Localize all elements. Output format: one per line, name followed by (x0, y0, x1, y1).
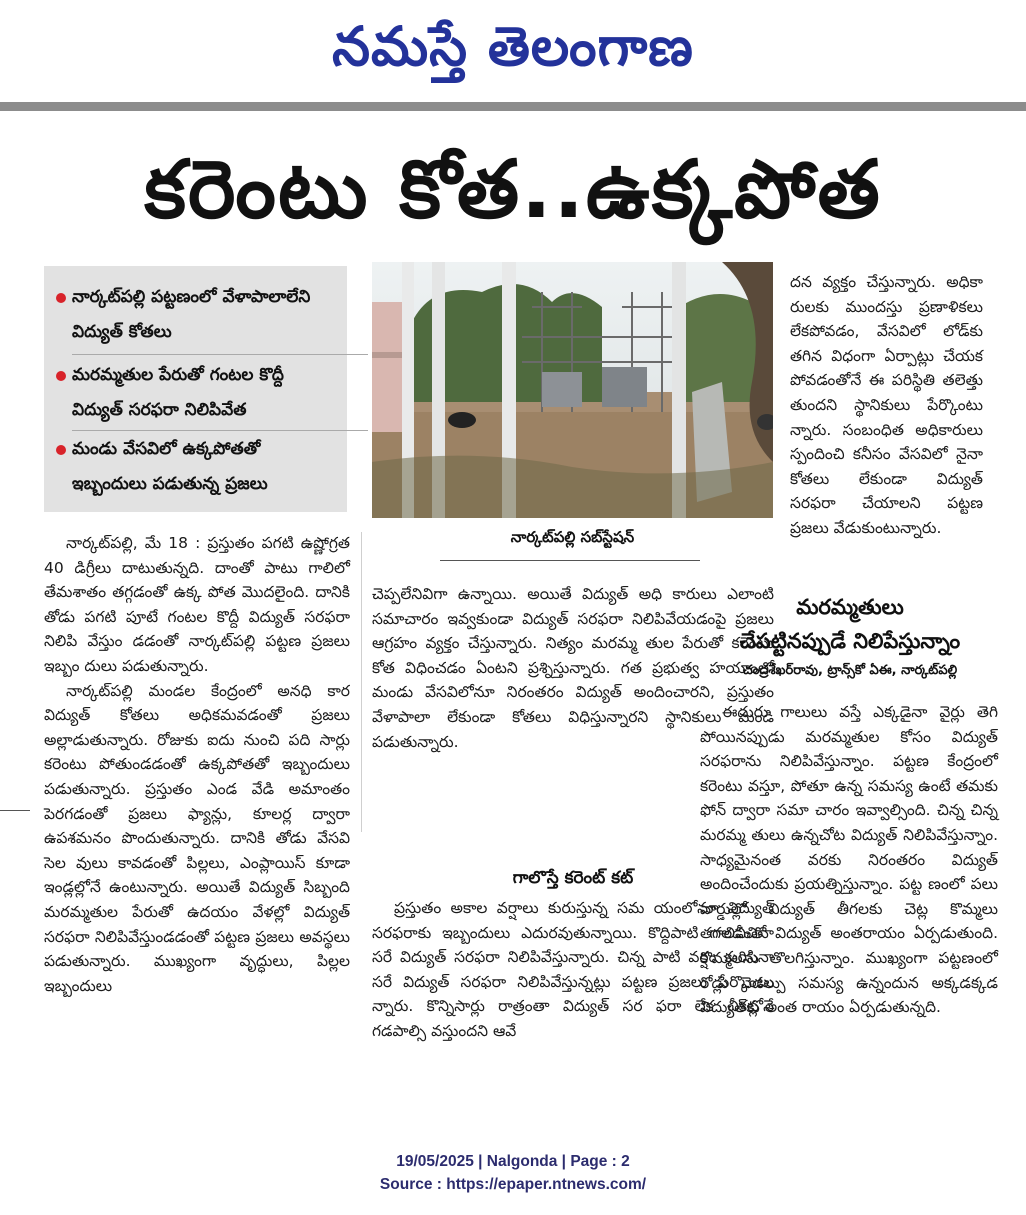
footer-date-line: 19/05/2025 | Nalgonda | Page : 2 (396, 1153, 630, 1170)
margin-mark (0, 810, 30, 811)
highlight-item (56, 280, 338, 350)
photo-caption: నార్కట్‌పల్లి సబ్‌స్టేషన్ (510, 528, 635, 546)
paragraph: ప్రస్తుతం అకాల వర్షాలు కురుస్తున్న సమ యంలోనూ విద్యుత్ సరఫరాకు ఇబ్బందులు ఎదురవుతున్నాయి. కొద్దిపాటి గాలివీచినా సరే విద్యుత్ సరఫరా నిలిపివేస్తున్నారు. చిన్న పాటి వర్షం కురిసినా సరే విద్యుత్ సరఫరా నిలిపివేస్తున్నట్లు పట్టణ ప్రజలు పేర్కొంటు న్నారు. కొన్నిసార్లు రాత్రంతా విద్యుత్ సర ఫరా లేక చీకట్లోనే గడపాల్సి వస్తుందని ఆవే (372, 899, 774, 1040)
highlight-item (56, 432, 338, 502)
footer (0, 1150, 1026, 1196)
bullet-icon (56, 293, 66, 303)
masthead-title: నమస్తే తెలంగాణ (332, 14, 694, 78)
subheading-line: చేపట్టినప్పుడే నిలిపేస్తున్నాం (739, 629, 961, 653)
divider (72, 430, 368, 431)
article-column-3 (790, 270, 983, 541)
subheading: గాలొస్తే కరెంట్ కట్ (512, 868, 634, 888)
divider (72, 354, 368, 355)
paragraph: చెప్పలేనివిగా ఉన్నాయి. అయితే విద్యుత్ అధి కారులు ఎలాంటి సమాచారం ఇవ్వకుండా విద్యుత్ సరఫరా నిలిపివేయడంపై ప్రజలు ఆగ్రహం వ్యక్తం చేస్తున్నారు. నిత్యం మరమ్మ తుల పేరుతో కరెంటు కోత విధించడం ఏంటని ప్రశ్నిస్తున్నారు. గత ప్రభుత్వ హయాంలో మండు వేసవిలోనూ నిరంతరం విద్యుత్ అందించారని, ప్రస్తుతం వేళాపాలా లేకుండా కోతలు విధిస్తున్నారని స్థానికులు మండి పడుతున్నారు. (372, 585, 774, 751)
bullet-icon (56, 445, 66, 455)
highlight-text: నార్కట్‌పల్లి పట్టణంలో వేళాపాలాలేని విద్యుత్ కోతలు (72, 287, 311, 342)
bullet-icon (56, 371, 66, 381)
paragraph: ఈదురు గాలులు వస్తే ఎక్కడైనా వైర్లు తెగి పోయినప్పుడు మరమ్మతుల కోసం విద్యుత్ సరఫరాను నిలిపివేస్తున్నాం. పట్టణ కేంద్రంలో కరెంటు వస్తూ, పోతూ ఉన్న సమస్య ఉంటే తమకు ఫోన్ ద్వారా సమా చారం ఇవ్వాల్సింది. చిన్న చిన్న మరమ్మ తులు ఉన్నచోట విద్యుత్ నిలిపివేస్తున్నాం. సాధ్యమైనంత వరకు నిరంతరం విద్యుత్ అందించేందుకు ప్రయత్నిస్తున్నాం. పట్ట ణంలో పలు వార్డుల్లో విద్యుత్ తీగలకు చెట్ల కొమ్మలు తగలడంతో విద్యుత్ అంతరాయం ఏర్పడుతుంది. కొమ్మలను తొలగిస్తున్నాం. ముఖ్యంగా పట్టణంలో రోడ్లు వెడల్పు సమస్య ఉన్నందున అక్కడక్కడ విద్యుత్‌కు అంత రాయం ఏర్పడుతున్నది. (700, 703, 998, 1017)
column-divider (361, 532, 362, 832)
highlight-text: మరమ్మతుల పేరుతో గంటల కొద్దీ విద్యుత్ సరఫరా నిలిపివేత (72, 365, 284, 420)
headline: కరెంటు కోత..ఉక్కపోత (144, 143, 882, 236)
paragraph: నార్కట్‌పల్లి, మే 18 : ప్రస్తుతం పగటి ఉష్ణోగ్రత 40 డిగ్రీలు దాటుతున్నది. దాంతో పాటు గాలిలో తేమశాతం తగ్గడంతో ఉక్క పోత మొదలైంది. దానికి తోడు పగటి పూటే గంటల కొద్దీ విద్యుత్ సరఫరా నిలిపి వేస్తుం డడంతో నార్కట్‌పల్లి పట్టణ ప్రజలు ఇబ్బం దులు పడుతున్నారు. (44, 534, 350, 675)
highlights-box (44, 266, 347, 512)
byline: చంద్రశేఖర్‌రావు, ట్రాన్స్‌కో ఏఈ, నార్కట్‌పల్లి (742, 663, 958, 678)
article-column-3-continued (700, 700, 998, 1020)
substation-photo (372, 262, 773, 518)
article-column-1 (44, 531, 350, 998)
subheading-line: మరమ్మతులు (796, 595, 904, 619)
footer-source-line: Source : https://epaper.ntnews.com/ (379, 1176, 647, 1193)
highlight-text: మండు వేసవిలో ఉక్కపోతతో ఇబ్బందులు పడుతున్న ప్రజలు (72, 439, 268, 494)
subheading (700, 590, 1000, 658)
paragraph: దన వ్యక్తం చేస్తున్నారు. అధికా రులకు ముందస్తు ప్రణాళికలు లేకపోవడం, వేసవిలో లోడ్‌కు తగిన విధంగా ఏర్పాట్లు చేయక పోవడంతోనే ఈ పరిస్థితి తలెత్తు తుందని స్థానికులు పేర్కొంటు న్నారు. సంబంధిత అధికారులు స్పందించి కనీసం వేసవిలో నైనా కోతలు లేకుండా విద్యుత్ సరఫరా చేయాలని పట్టణ ప్రజలు వేడుకుంటున్నారు. (790, 273, 983, 537)
masthead (0, 0, 1026, 100)
masthead-rule (0, 102, 1026, 111)
caption-rule (440, 560, 700, 561)
paragraph: నార్కట్‌పల్లి మండల కేంద్రంలో అనధి కార విద్యుత్ కోతలు అధికమవడంతో ప్రజలు అల్లాడుతున్నారు. రోజుకు ఐదు నుంచి పది సార్లు కరెంటు పోతుండడంతో ఉక్కపోతతో ఇబ్బందులు పడుతున్నారు. ప్రస్తుతం ఎండ వేడి అమాంతం పెరగడంతో ప్రజలు ఫ్యాన్లు, కూలర్ల ద్వారా ఉపశమనం పొందుతున్నారు. దానికి తోడు వేసవి సెల వులు కావడంతో పిల్లలు, ఎంప్లాయిస్ కూడా ఇండ్లల్లోనే ఉంటున్నారు. అయితే విద్యుత్ సిబ్బంది మరమ్మతుల పేరుతో ఉదయం వేళల్లో విద్యుత్ సరఫరా నిలిపివేస్తుండడంతో పట్టణ ప్రజలు అవస్థలు పడుతున్నారు. ముఖ్యంగా వృద్ధులు, పిల్లల ఇబ్బందులు (44, 681, 351, 995)
highlight-item (56, 358, 338, 428)
substation-photo-illustration (372, 262, 773, 518)
